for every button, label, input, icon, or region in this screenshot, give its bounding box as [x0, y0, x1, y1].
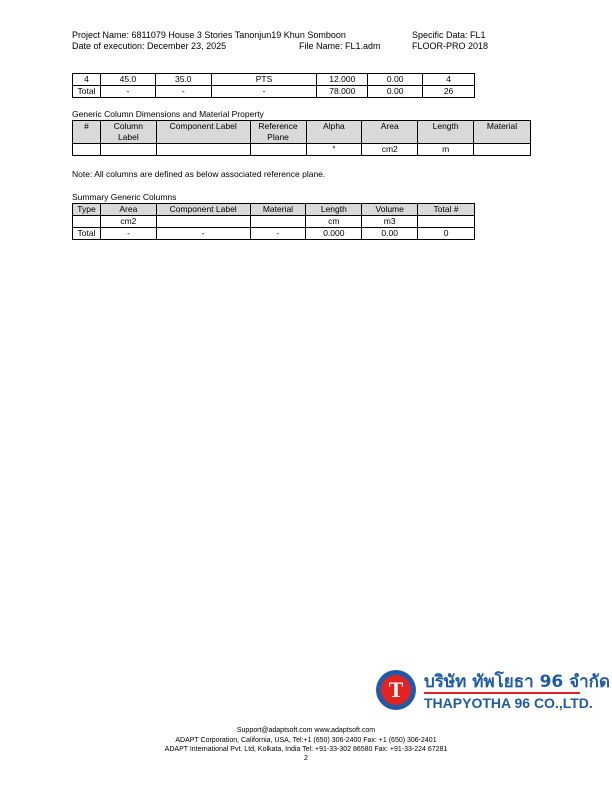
table-cell: Total — [73, 228, 101, 240]
column-header: Component Label — [156, 204, 250, 216]
summary-table — [72, 203, 475, 240]
logo-thai-name: บริษัท ทัพโยธา 96 จำกัด — [424, 672, 611, 692]
table-cell: - — [155, 86, 211, 98]
unit-cell — [156, 144, 250, 156]
column-header: Alpha — [306, 121, 362, 144]
section-title-generic-dimensions: Generic Column Dimensions and Material Property — [72, 109, 264, 119]
table-row-total — [73, 228, 475, 240]
table-row — [73, 74, 475, 86]
column-list-table — [72, 73, 475, 98]
generic-dimensions-table — [72, 120, 531, 156]
execution-date: Date of execution: December 23, 2025 — [72, 41, 227, 51]
table-cell: 4 — [423, 74, 475, 86]
project-name: Project Name: 6811079 House 3 Stories Tanonjun19 Khun Somboon — [72, 30, 346, 40]
column-header: Type — [73, 204, 101, 216]
column-header: Component Label — [156, 121, 250, 144]
table-cell: 78.000 — [317, 86, 368, 98]
unit-cell — [73, 144, 101, 156]
column-header: Length — [418, 121, 474, 144]
table-cell: 0.00 — [368, 86, 423, 98]
table-header-row — [73, 204, 475, 216]
table-cell: 35.0 — [155, 74, 211, 86]
column-header: Column Label — [100, 121, 156, 144]
unit-cell: cm2 — [362, 144, 418, 156]
table-cell: - — [250, 228, 306, 240]
table-cell: 0.00 — [368, 74, 423, 86]
table-cell: - — [156, 228, 250, 240]
table-cell: - — [100, 86, 155, 98]
company-logo — [376, 668, 611, 718]
units-row — [73, 216, 475, 228]
column-header: Total # — [418, 204, 475, 216]
unit-cell: cm2 — [100, 216, 156, 228]
unit-cell: cm — [306, 216, 362, 228]
column-header: Material — [474, 121, 531, 144]
footer-address-india: ADAPT International Pvt. Ltd, Kolkata, India Tel: +91-33-302 86580 Fax: +91-33-224 67281 — [164, 746, 448, 753]
unit-cell — [474, 144, 531, 156]
column-header: Length — [306, 204, 362, 216]
table-header-row — [73, 121, 531, 144]
column-header: Material — [250, 204, 306, 216]
table-cell: - — [211, 86, 317, 98]
logo-letter: T — [381, 675, 411, 705]
logo-divider — [424, 692, 580, 694]
column-header: Reference Plane — [250, 121, 306, 144]
table-cell: 45.0 — [100, 74, 155, 86]
unit-cell — [418, 216, 475, 228]
column-header: Area — [362, 121, 418, 144]
column-header: # — [73, 121, 101, 144]
column-header: Volume — [362, 204, 418, 216]
table-cell: 26 — [423, 86, 475, 98]
unit-cell: m3 — [362, 216, 418, 228]
units-row — [73, 144, 531, 156]
unit-cell: m — [418, 144, 474, 156]
footer-contact: Support@adaptsoft.com www.adaptsoft.com — [236, 727, 376, 734]
column-header: Area — [100, 204, 156, 216]
specific-data: Specific Data: FL1 — [412, 30, 486, 40]
table-cell: - — [100, 228, 156, 240]
table-cell: 0.00 — [362, 228, 418, 240]
unit-cell — [250, 216, 306, 228]
unit-cell — [156, 216, 250, 228]
logo-english-name: THAPYOTHA 96 CO.,LTD. — [424, 695, 593, 711]
file-name: File Name: FL1.adm — [299, 41, 381, 51]
note-text: Note: All columns are defined as below associated reference plane. — [72, 169, 326, 179]
table-cell: 4 — [73, 74, 101, 86]
unit-cell — [100, 144, 156, 156]
table-row-total — [73, 86, 475, 98]
table-cell: 0.000 — [306, 228, 362, 240]
unit-cell: ° — [306, 144, 362, 156]
footer-address-usa: ADAPT Corporation, California, USA, Tel:+1 (650) 306-2400 Fax: +1 (650) 306-2401 — [175, 737, 437, 744]
unit-cell — [250, 144, 306, 156]
logo-emblem — [376, 670, 416, 710]
section-title-summary: Summary Generic Columns — [72, 192, 177, 202]
table-cell: PTS — [211, 74, 317, 86]
table-cell: 12.000 — [317, 74, 368, 86]
software-version: FLOOR-PRO 2018 — [412, 41, 489, 51]
unit-cell — [73, 216, 101, 228]
page-number: 2 — [304, 755, 308, 762]
table-cell: 0 — [418, 228, 475, 240]
table-cell: Total — [73, 86, 101, 98]
